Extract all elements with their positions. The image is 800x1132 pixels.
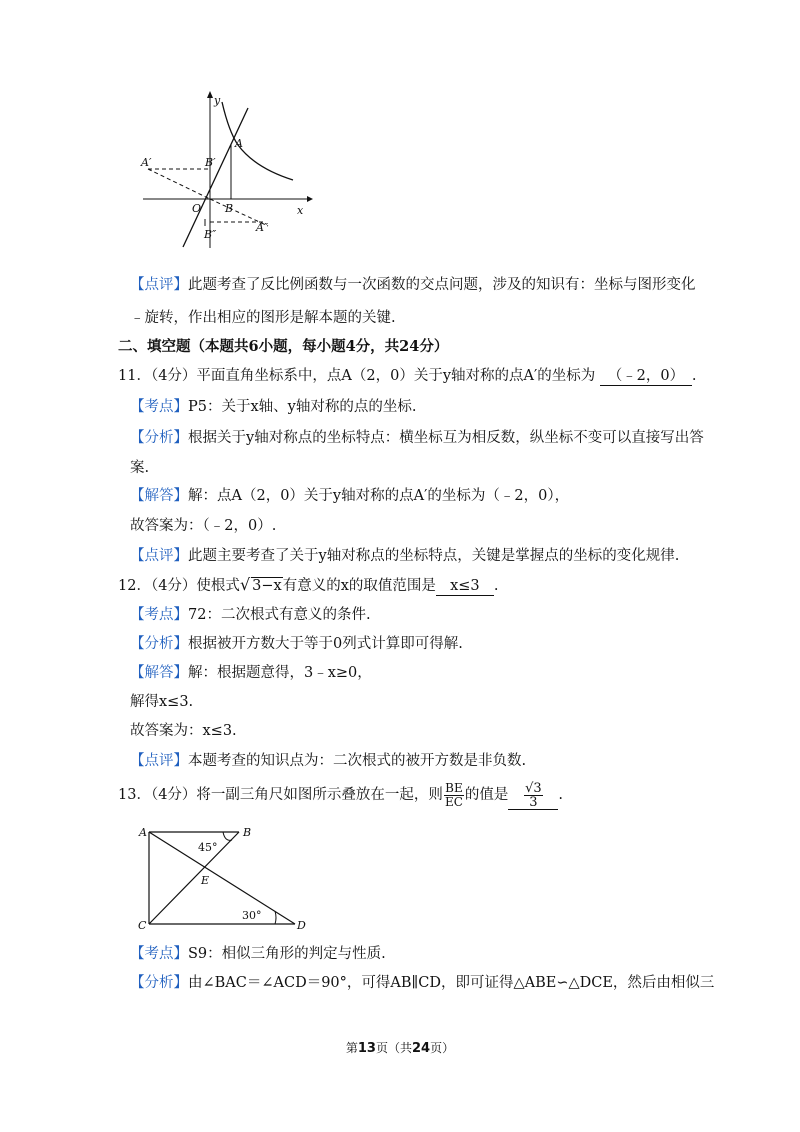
q11-review: 【点评】此题主要考查了关于y轴对称点的坐标特点，关键是掌握点的坐标的变化规律. — [130, 548, 680, 564]
radical-sign: √ — [239, 575, 251, 594]
q13-ratio-fraction: $\frac{BE}{EC}$ — [444, 780, 463, 809]
dashed-a-prime-to-origin — [148, 169, 210, 199]
label-a: A — [139, 826, 147, 839]
linear-function-line — [183, 108, 248, 247]
q12-analysis: 【分析】根据被开方数大于等于0列式计算即可得解. — [130, 636, 463, 652]
label-e: E — [201, 874, 210, 887]
label-origin: O — [192, 202, 202, 215]
q12-answer-blank: x≤3 — [436, 577, 494, 596]
angle-label-45: 45° — [198, 841, 218, 854]
q13-answer-blank: $\frac{√3}{3}$ — [508, 782, 558, 810]
q10-review-line2: ﹣旋转，作出相应的图形是解本题的关键. — [130, 310, 396, 326]
q10-review-line1: 【点评】此题考查了反比例函数与一次函数的交点问题，涉及的知识有：坐标与图形变化 — [130, 277, 696, 293]
page-footer: 第13页（共24页） — [345, 1041, 455, 1056]
label-b: B — [225, 202, 234, 215]
label-c: C — [138, 919, 147, 932]
q11-point: 【考点】P5：关于x轴、y轴对称的点的坐标. — [130, 399, 417, 415]
q11-stem: 11．（4分）平面直角坐标系中，点A（2，0）关于y轴对称的点A′的坐标为 （﹣2，0） . — [118, 368, 697, 384]
q11-solution-line1: 【解答】解：点A（2，0）关于y轴对称的点A′的坐标为（﹣2，0）， — [130, 488, 570, 504]
label-b-prime: B′ — [205, 156, 216, 169]
label-x: x — [297, 204, 304, 217]
segment-bc — [149, 832, 239, 924]
q12-stem: 12．（4分）使根式√ 3−x有意义的x的取值范围是 x≤3 . — [118, 575, 499, 594]
label-y: y — [214, 94, 221, 107]
q13-stem: 13．（4分）将一副三角尺如图所示叠放在一起，则 $\frac{BE}{EC}$ 的值是 $\frac{√3}{3}$ . — [118, 780, 563, 810]
q12-review: 【点评】本题考查的知识点为：二次根式的被开方数是非负数. — [130, 753, 527, 769]
q12-solution-line1: 【解答】解：根据题意得，3﹣x≥0， — [130, 665, 372, 681]
q11-solution-line2: 故答案为：（﹣2，0）. — [130, 518, 277, 534]
function-graph-figure — [135, 88, 315, 250]
q13-point: 【考点】S9：相似三角形的判定与性质. — [130, 946, 386, 962]
angle-arc-45 — [223, 832, 232, 840]
q11-analysis-line2: 案. — [130, 460, 150, 476]
label-b-dprime: B″ — [204, 228, 217, 241]
label-a-dprime: A″ — [256, 221, 269, 234]
q12-radicand: 3−x — [252, 578, 282, 594]
label-a-prime: A′ — [141, 156, 152, 169]
q12-point: 【考点】72：二次根式有意义的条件. — [130, 607, 371, 623]
triangle-rulers-figure — [135, 822, 315, 932]
review-tag: 【点评】 — [130, 277, 188, 293]
q12-solution-line3: 故答案为：x≤3. — [130, 723, 237, 739]
label-a: A — [235, 137, 243, 150]
label-d: D — [297, 919, 306, 932]
angle-label-30: 30° — [242, 909, 262, 922]
x-axis-arrow — [307, 196, 313, 202]
label-b: B — [243, 826, 252, 839]
angle-arc-30 — [275, 911, 276, 924]
q11-analysis-line1: 【分析】根据关于y轴对称点的坐标特点：横坐标互为相反数，纵坐标不变可以直接写出答 — [130, 430, 704, 446]
section-heading: 二、填空题（本题共6小题，每小题4分，共24分） — [118, 338, 449, 355]
q12-solution-line2: 解得x≤3. — [130, 694, 194, 710]
q11-answer-blank: （﹣2，0） — [600, 367, 692, 386]
y-axis-arrow — [207, 91, 213, 98]
segment-ad — [149, 832, 295, 924]
q13-analysis: 【分析】由∠BAC＝∠ACD＝90°，可得AB∥CD，即可证得△ABE∽△DCE，然后由相似三 — [130, 975, 715, 991]
